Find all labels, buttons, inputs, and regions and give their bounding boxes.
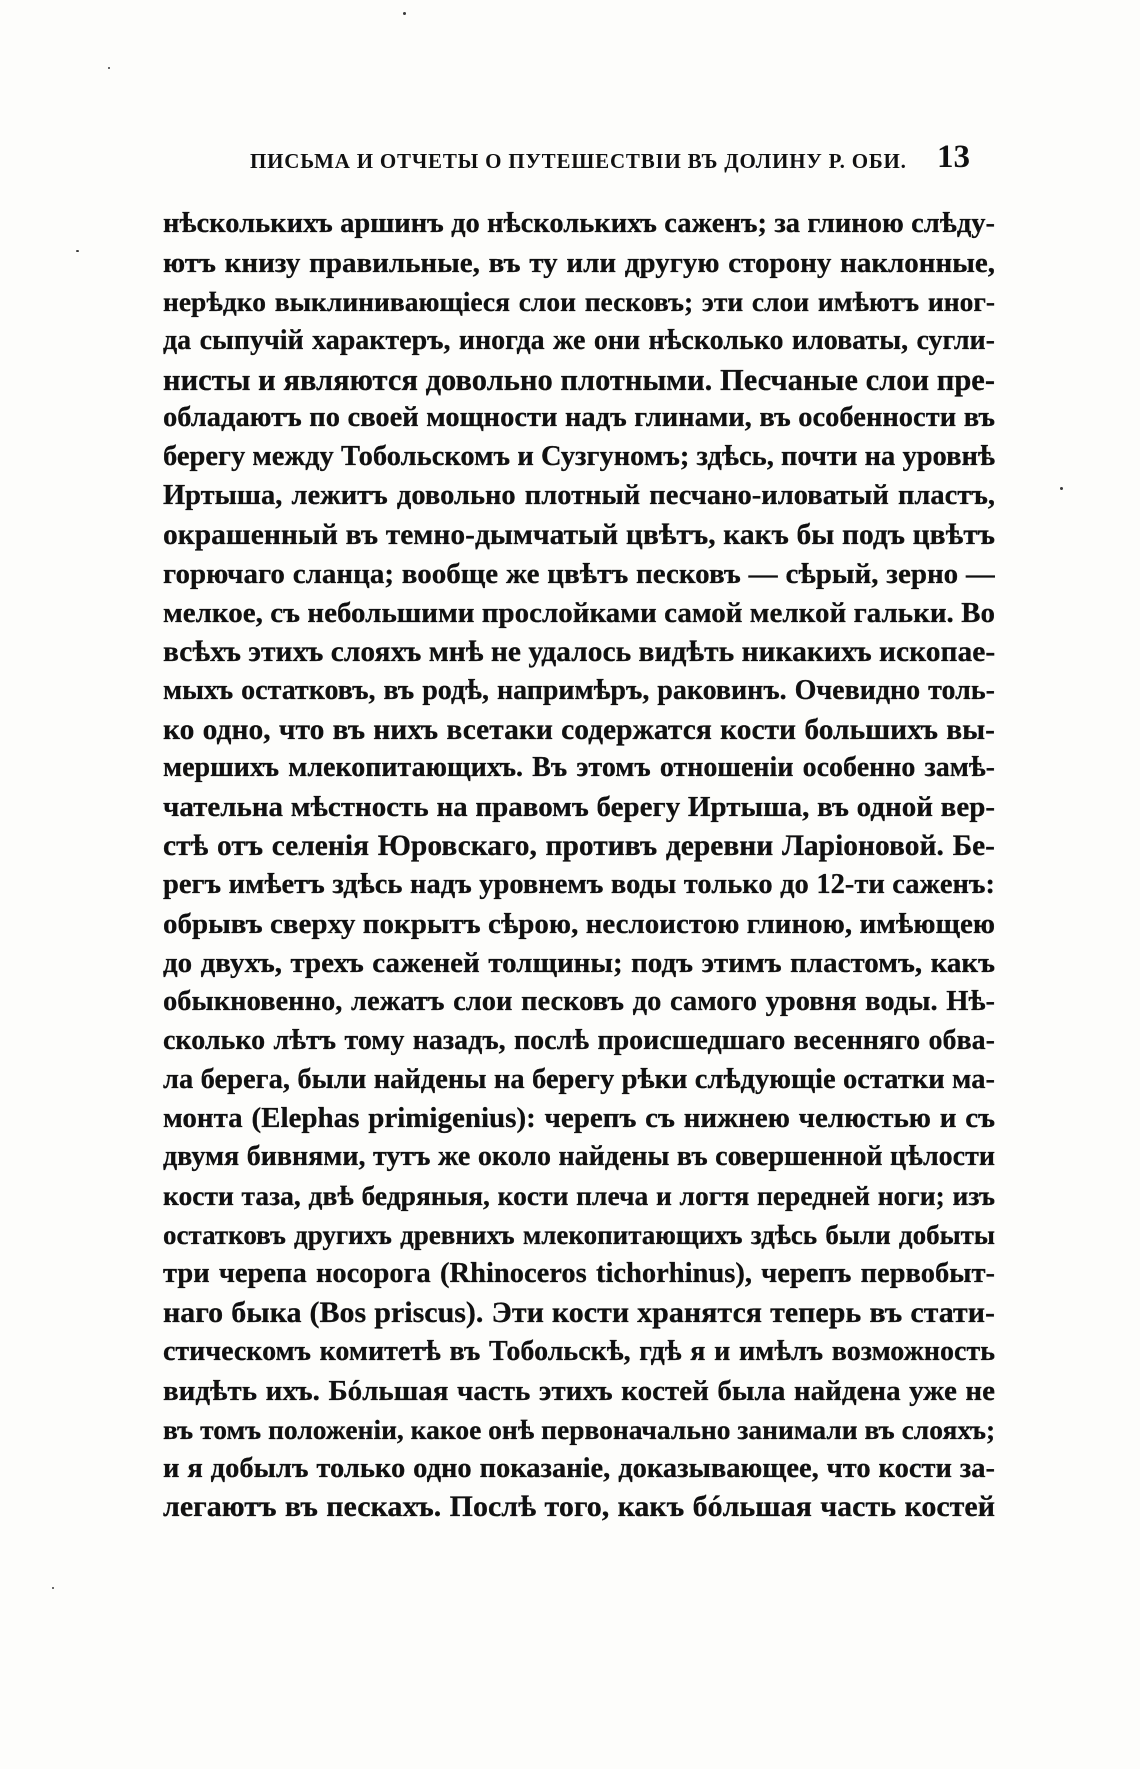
text-line: горючаго сланца; вообще же цвѣтъ песковъ — сѣрый, зерно — (163, 558, 995, 591)
text-line: обыкновенно, лежатъ слои песковъ до самого уровня воды. Нѣ- (163, 985, 995, 1017)
text-line: обрывъ сверху покрытъ сѣрою, неслоистою глиною, имѣющею (163, 908, 995, 941)
text-line: окрашенный въ темно-дымчатый цвѣтъ, какъ бы подъ цвѣтъ (163, 519, 995, 552)
text-line: монта (Elephas primigenius): черепъ съ нижнею челюстью и съ (163, 1102, 995, 1135)
text-line: видѣть ихъ. Бóльшая часть этихъ костей была найдена уже не (163, 1374, 995, 1407)
text-line: нѣсколькихъ аршинъ до нѣсколькихъ саженъ; за глиною слѣду- (163, 208, 995, 239)
text-line: мыхъ остатковъ, въ родѣ, напримѣръ, раковинъ. Очевидно толь- (163, 674, 995, 706)
text-line: мелкое, съ небольшими прослойками самой мелкой гальки. Во (163, 596, 995, 629)
text-line: и я добылъ только одно показаніе, доказывающее, что кости за- (163, 1452, 995, 1484)
print-speck (52, 1587, 54, 1589)
text-line: всѣхъ этихъ слояхъ мнѣ не удалось видѣть никакихъ ископае- (163, 635, 995, 668)
text-line: три черепа носорога (Rhinoceros tichorhinus), черепъ первобыт- (163, 1258, 995, 1290)
text-line: мершихъ млекопитающихъ. Въ этомъ отношеніи особенно замѣ- (163, 752, 995, 784)
text-line: ла берега, были найдены на берегу рѣки слѣдующіе остатки ма- (163, 1063, 995, 1095)
running-title: ПИСЬМА И ОТЧЕТЫ О ПУТЕШЕСТВІИ ВЪ ДОЛИНУ Р. ОБИ. (250, 149, 907, 173)
print-speck (108, 67, 110, 69)
text-line: регъ имѣетъ здѣсь надъ уровнемъ воды только до 12-ти саженъ: (163, 869, 995, 901)
text-line: нисты и являются довольно плотными. Песчаные слои пре- (163, 362, 995, 397)
text-line: стическомъ комитетѣ въ Тобольскѣ, гдѣ я и имѣлъ возможность (163, 1335, 995, 1367)
text-line: до двухъ, трехъ саженей толщины; подъ этимъ пластомъ, какъ (163, 946, 995, 979)
text-line: двумя бивнями, тутъ же около найдены въ совершенной цѣлости (163, 1141, 995, 1173)
print-speck (76, 250, 79, 252)
text-line: ко одно, что въ нихъ всетаки содержатся кости большихъ вы- (163, 713, 995, 746)
text-line: нерѣдко выклинивающіеся слои песковъ; эти слои имѣютъ иног- (163, 285, 995, 317)
text-line: обладаютъ по своей мощности надъ глинами, въ особенности въ (163, 402, 995, 434)
running-head (250, 138, 970, 174)
text-line: сколько лѣтъ тому назадъ, послѣ происшедшаго весенняго обва- (163, 1024, 995, 1056)
text-line: легаютъ въ пескахъ. Послѣ того, какъ бóльшая часть костей (163, 1490, 995, 1524)
text-line: ютъ книзу правильные, въ ту или другую сторону наклонные, (163, 246, 995, 279)
text-line: берегу между Тобольскомъ и Сузгуномъ; здѣсь, почти на уровнѣ (163, 441, 995, 473)
text-line: чательна мѣстность на правомъ берегу Иртыша, въ одной вер- (163, 791, 995, 824)
text-line: остатковъ другихъ древнихъ млекопитающихъ здѣсь были добыты (163, 1220, 995, 1251)
text-line: кости таза, двѣ бедряныя, кости плеча и логтя передней ноги; изъ (163, 1180, 995, 1212)
text-line: да сыпучій характеръ, иногда же они нѣсколько иловаты, сугли- (163, 324, 995, 356)
text-line: въ томъ положеніи, какое онѣ первоначально занимали въ слояхъ; (163, 1413, 995, 1445)
print-speck (1060, 487, 1063, 490)
text-line: Иртыша, лежитъ довольно плотный песчано-иловатый пластъ, (163, 480, 995, 512)
text-line: наго быка (Bos priscus). Эти кости хранятся теперь въ стати- (163, 1295, 995, 1329)
text-line: стѣ отъ селенія Юровскаго, противъ деревни Ларіоновой. Бе- (163, 830, 995, 863)
body-text (163, 205, 995, 1527)
page-number: 13 (937, 139, 970, 175)
print-speck (403, 12, 406, 15)
